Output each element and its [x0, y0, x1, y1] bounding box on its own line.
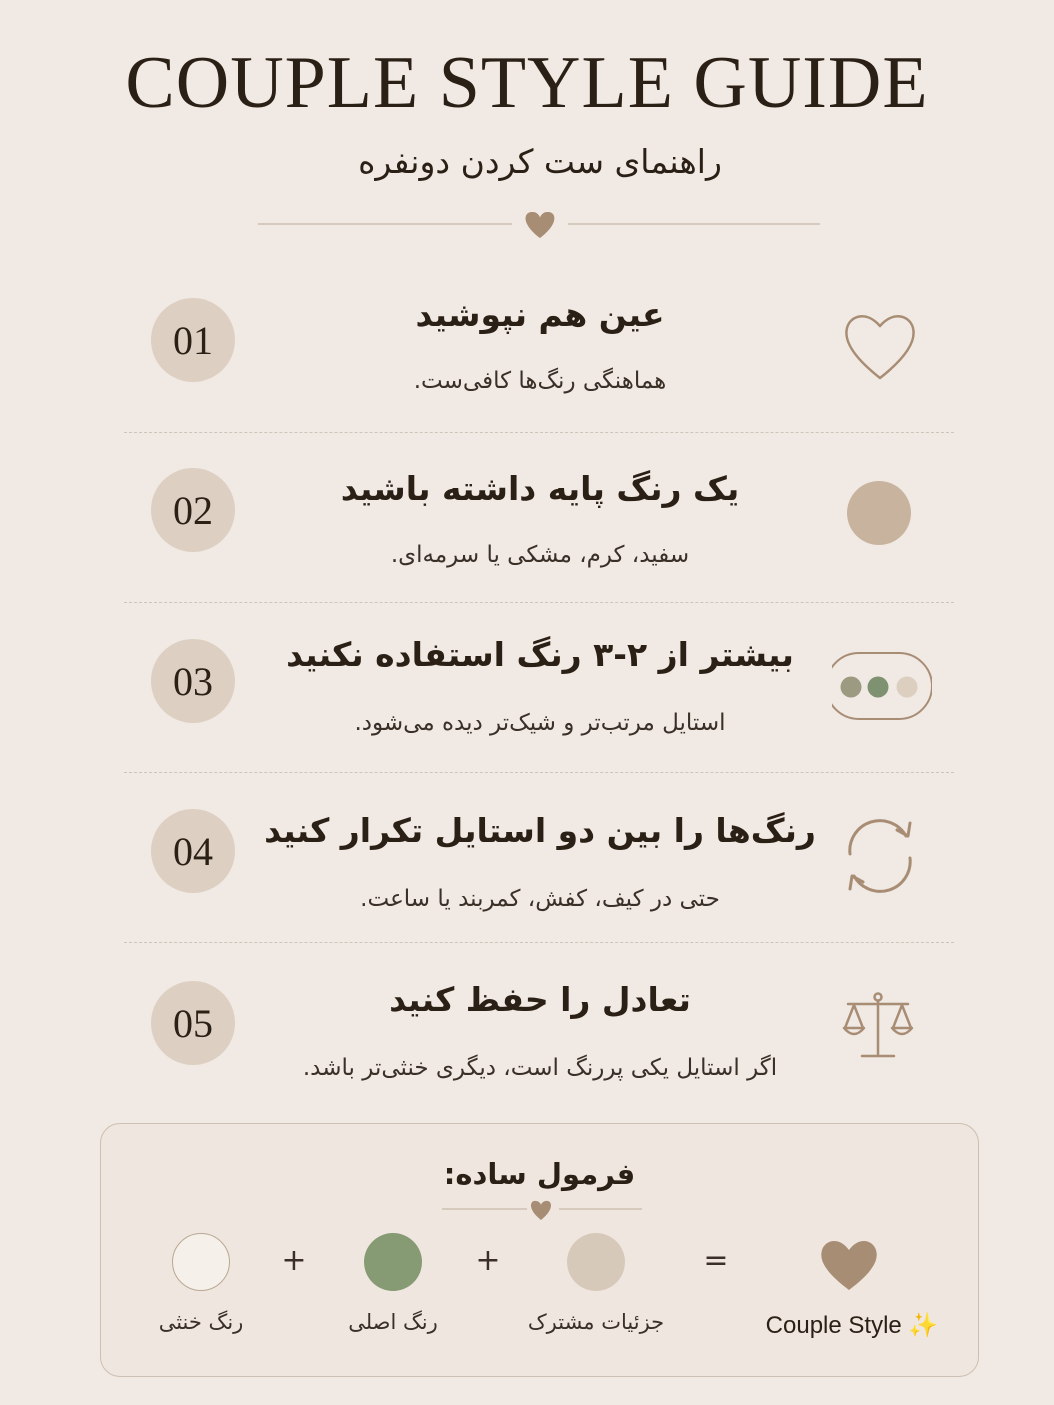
- item-separator: [124, 432, 954, 433]
- shared-details-circle: [567, 1233, 625, 1291]
- page-title: COUPLE STYLE GUIDE: [125, 42, 929, 124]
- item-separator: [124, 602, 954, 603]
- neutral-color-circle: [172, 1233, 230, 1291]
- guide-item-4: [0, 792, 1054, 962]
- main-color-circle: [364, 1233, 422, 1291]
- item-title: بیشتر از ۲-۳ رنگ استفاده نکنید: [286, 635, 794, 674]
- formula-box: [100, 1123, 979, 1377]
- formula-title: فرمول ساده:: [443, 1157, 636, 1191]
- item-description: هماهنگی رنگ‌ها کافی‌ست.: [413, 368, 667, 394]
- color-dots-icon: [832, 636, 932, 736]
- balance-scale-icon: [832, 974, 932, 1074]
- item-separator: [124, 942, 954, 943]
- item-description: اگر استایل یکی پررنگ است، دیگری خنثی‌تر باشد.: [302, 1055, 778, 1081]
- beige-circle-icon: [832, 463, 932, 563]
- header-divider: [0, 205, 1054, 245]
- item-description: حتی در کیف، کفش، کمربند یا ساعت.: [360, 886, 720, 912]
- result-label: Couple Style: [765, 1312, 902, 1339]
- guide-item-2: [0, 452, 1054, 622]
- neutral-color-label: رنگ خنثی: [158, 1310, 244, 1334]
- item-number-badge: 04: [151, 809, 235, 893]
- item-description: استایل مرتب‌تر و شیک‌تر دیده می‌شود.: [354, 710, 726, 736]
- equals-sign: =: [703, 1243, 729, 1278]
- item-separator: [124, 772, 954, 773]
- guide-item-3: [0, 622, 1054, 792]
- heart-icon: [531, 1201, 551, 1220]
- shared-details-label: جزئیات مشترک: [527, 1310, 665, 1334]
- repeat-arrows-icon: [832, 806, 932, 906]
- heart-icon: [817, 1234, 881, 1294]
- sparkle-icon: ✨: [908, 1312, 939, 1339]
- page-subtitle: راهنمای ست کردن دونفره: [358, 142, 722, 181]
- item-number-badge: 02: [151, 468, 235, 552]
- plus-sign: +: [475, 1243, 501, 1278]
- guide-item-5: [0, 962, 1054, 1132]
- heart-outline-icon: [832, 296, 932, 396]
- item-number-badge: 01: [151, 298, 235, 382]
- item-number-badge: 03: [151, 639, 235, 723]
- item-number-badge: 05: [151, 981, 235, 1065]
- couple-style-result: [757, 1310, 947, 1342]
- item-description: سفید، کرم، مشکی یا سرمه‌ای.: [390, 542, 690, 568]
- item-title: تعادل را حفظ کنید: [389, 980, 691, 1019]
- formula-divider: [437, 1196, 647, 1226]
- plus-sign: +: [281, 1243, 307, 1278]
- item-title: رنگ‌ها را بین دو استایل تکرار کنید: [264, 811, 816, 850]
- main-color-label: رنگ اصلی: [348, 1310, 438, 1334]
- guide-item-1: [0, 282, 1054, 452]
- item-title: عین هم نپوشید: [415, 295, 665, 334]
- heart-icon: [526, 212, 555, 238]
- item-title: یک رنگ پایه داشته باشید: [340, 469, 740, 508]
